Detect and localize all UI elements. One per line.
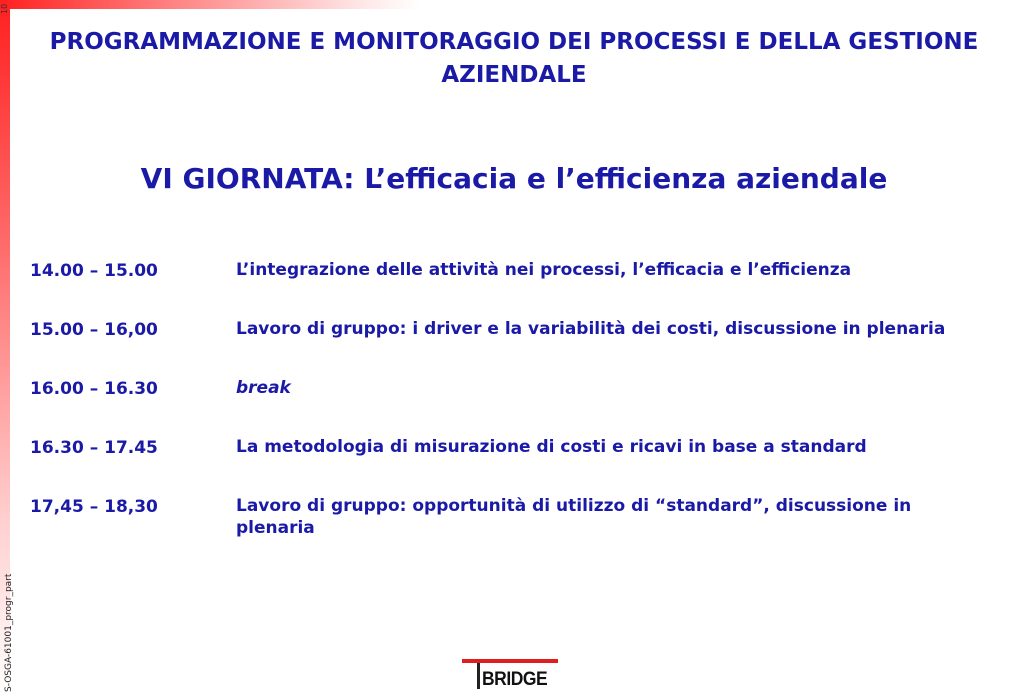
agenda-row	[30, 495, 990, 554]
slide-subtitle: VI GIORNATA: L’efficacia e l’efficienza aziendale	[140, 162, 888, 195]
logo-text: BRIDGE	[482, 669, 548, 690]
page-number: 10	[0, 3, 9, 14]
agenda-time: 17,45 – 18,30	[30, 497, 158, 517]
agenda-time: 16.00 – 16.30	[30, 379, 158, 399]
agenda-row	[30, 259, 990, 318]
agenda-row	[30, 436, 990, 495]
document-code: S-OSGA-61001_progr_part	[4, 573, 14, 692]
logo-post	[477, 663, 480, 689]
top-accent-band	[0, 0, 420, 9]
agenda-time: 15.00 – 16,00	[30, 320, 158, 340]
agenda-time: 16.30 – 17.45	[30, 438, 158, 458]
agenda-list	[30, 259, 990, 554]
agenda-description: break	[236, 378, 291, 398]
agenda-row	[30, 377, 990, 436]
agenda-row	[30, 318, 990, 377]
agenda-description: Lavoro di gruppo: i driver e la variabilità dei costi, discussione in plenaria	[236, 319, 946, 339]
bridge-logo	[462, 659, 560, 693]
agenda-description: La metodologia di misurazione di costi e ricavi in base a standard	[236, 437, 867, 457]
agenda-description: L’integrazione delle attività nei processi, l’efficacia e l’efficienza	[236, 260, 852, 280]
agenda-time: 14.00 – 15.00	[30, 261, 158, 281]
agenda-description: Lavoro di gruppo: opportunità di utilizzo di “standard”, discussione in plenaria	[236, 496, 912, 538]
slide-title: PROGRAMMAZIONE E MONITORAGGIO DEI PROCESSI E DELLA GESTIONE AZIENDALE	[49, 29, 979, 88]
